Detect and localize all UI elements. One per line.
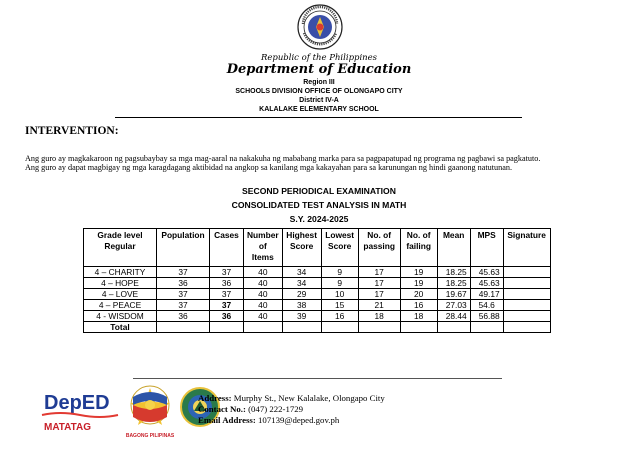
cell-items: 40 — [244, 289, 283, 300]
col-passing: No. of passing — [358, 229, 400, 267]
cell-cases: 36 — [210, 278, 244, 289]
col-lowest-score: Lowest Score — [321, 229, 358, 267]
cell-items: 40 — [244, 300, 283, 311]
cell-passing: 21 — [358, 300, 400, 311]
cell-empty — [321, 322, 358, 333]
cell-empty — [400, 322, 437, 333]
region-line: Region III — [303, 79, 335, 86]
report-subtitle: CONSOLIDATED TEST ANALYSIS IN MATH — [231, 200, 407, 210]
table-row — [84, 289, 551, 300]
school-name: KALALAKE ELEMENTARY SCHOOL — [259, 106, 379, 113]
footer-divider — [133, 378, 502, 379]
cell-passing: 17 — [358, 289, 400, 300]
cell-population: 36 — [157, 278, 210, 289]
bagong-pilipinas-logo-icon — [125, 383, 175, 441]
cell-grade: 4 – LOVE — [84, 289, 157, 300]
cell-signature[interactable] — [503, 300, 550, 311]
cell-grade: 4 – CHARITY — [84, 267, 157, 278]
cell-mean: 19.67 — [437, 289, 470, 300]
cell-empty — [503, 322, 550, 333]
cell-empty — [157, 322, 210, 333]
table-row — [84, 267, 551, 278]
cell-highest: 29 — [282, 289, 321, 300]
intervention-line-2: Ang guro ay dapat magbigay ng mga karagdagang aktibidad na angkop sa kanilang mga kakayahan para sa karunungan ng hindi gaanong natutunan. — [25, 163, 513, 172]
division-line: SCHOOLS DIVISION OFFICE OF OLONGAPO CITY — [235, 88, 403, 95]
cell-highest: 34 — [282, 267, 321, 278]
email-line — [198, 415, 339, 425]
cell-mps: 49.17 — [470, 289, 503, 300]
cell-signature[interactable] — [503, 267, 550, 278]
contact-label: Contact No.: — [198, 404, 246, 414]
intervention-line-1: Ang guro ay magkakaroon ng pagsubaybay sa mga mag-aaral na nakakuha ng mababang marka para sa pagpapatupad ng programa ng pagbawi sa pagkatuto. — [25, 154, 541, 163]
address-label: Address: — [198, 393, 232, 403]
cell-mean: 28.44 — [437, 311, 470, 322]
cell-highest: 38 — [282, 300, 321, 311]
col-mean: Mean — [437, 229, 470, 267]
cell-population: 36 — [157, 311, 210, 322]
cell-failing: 19 — [400, 278, 437, 289]
cell-failing: 20 — [400, 289, 437, 300]
cell-empty — [244, 322, 283, 333]
cell-passing: 18 — [358, 311, 400, 322]
table-total-row — [84, 322, 551, 333]
test-analysis-table — [83, 228, 551, 333]
contact-value: (047) 222-1729 — [248, 404, 304, 414]
cell-failing: 16 — [400, 300, 437, 311]
cell-lowest: 10 — [321, 289, 358, 300]
cell-empty — [282, 322, 321, 333]
cell-mps: 45.63 — [470, 267, 503, 278]
cell-highest: 34 — [282, 278, 321, 289]
cell-grade: 4 – HOPE — [84, 278, 157, 289]
school-year: S.Y. 2024-2025 — [289, 214, 349, 224]
cell-mean: 18.25 — [437, 267, 470, 278]
cell-cases: 37 — [210, 300, 244, 311]
cell-passing: 17 — [358, 267, 400, 278]
col-grade-level: Grade level Regular — [84, 229, 157, 267]
cell-mean: 27.03 — [437, 300, 470, 311]
cell-grade: 4 - WISDOM — [84, 311, 157, 322]
col-number-of-items: Number of Items — [244, 229, 283, 267]
deped-seal-icon — [297, 4, 343, 50]
table-header-row — [84, 229, 551, 267]
table-row — [84, 311, 551, 322]
col-mps: MPS — [470, 229, 503, 267]
cell-failing: 18 — [400, 311, 437, 322]
cell-population: 37 — [157, 300, 210, 311]
address-line — [198, 393, 385, 403]
department-name: Department of Education — [226, 62, 412, 77]
cell-lowest: 15 — [321, 300, 358, 311]
intervention-heading: INTERVENTION: — [25, 125, 119, 137]
contact-line — [198, 404, 303, 414]
header-divider — [115, 117, 522, 118]
cell-cases: 36 — [210, 311, 244, 322]
svg-text:MATATAG: MATATAG — [44, 422, 92, 433]
deped-matatag-logo-icon — [40, 385, 120, 437]
email-value[interactable]: 107139@deped.gov.ph — [257, 415, 340, 425]
cell-cases: 37 — [210, 289, 244, 300]
col-cases: Cases — [210, 229, 244, 267]
table-row — [84, 278, 551, 289]
cell-items: 40 — [244, 278, 283, 289]
cell-mps: 45.63 — [470, 278, 503, 289]
cell-passing: 17 — [358, 278, 400, 289]
district-line: District IV-A — [299, 97, 339, 104]
col-population: Population — [157, 229, 210, 267]
svg-text:BAGONG PILIPINAS: BAGONG PILIPINAS — [125, 433, 175, 439]
cell-cases: 37 — [210, 267, 244, 278]
cell-signature[interactable] — [503, 278, 550, 289]
col-signature: Signature — [503, 229, 550, 267]
cell-lowest: 9 — [321, 267, 358, 278]
cell-lowest: 16 — [321, 311, 358, 322]
cell-mean: 18.25 — [437, 278, 470, 289]
table-row — [84, 300, 551, 311]
cell-total-label: Total — [84, 322, 157, 333]
cell-empty — [358, 322, 400, 333]
cell-population: 37 — [157, 289, 210, 300]
cell-empty — [470, 322, 503, 333]
svg-text:DepED: DepED — [44, 392, 110, 414]
cell-empty — [210, 322, 244, 333]
cell-signature[interactable] — [503, 311, 550, 322]
republic-line: Republic of the Philippines — [260, 53, 378, 63]
cell-highest: 39 — [282, 311, 321, 322]
cell-failing: 19 — [400, 267, 437, 278]
cell-grade: 4 – PEACE — [84, 300, 157, 311]
cell-signature[interactable] — [503, 289, 550, 300]
col-failing: No. of failing — [400, 229, 437, 267]
cell-lowest: 9 — [321, 278, 358, 289]
col-highest-score: Highest Score — [282, 229, 321, 267]
cell-items: 40 — [244, 311, 283, 322]
email-label: Email Address: — [198, 415, 256, 425]
cell-mps: 54.6 — [470, 300, 503, 311]
report-title: SECOND PERIODICAL EXAMINATION — [242, 186, 396, 196]
cell-mps: 56.88 — [470, 311, 503, 322]
cell-empty — [437, 322, 470, 333]
cell-population: 37 — [157, 267, 210, 278]
cell-items: 40 — [244, 267, 283, 278]
address-value: Murphy St., New Kalalake, Olongapo City — [233, 393, 385, 403]
